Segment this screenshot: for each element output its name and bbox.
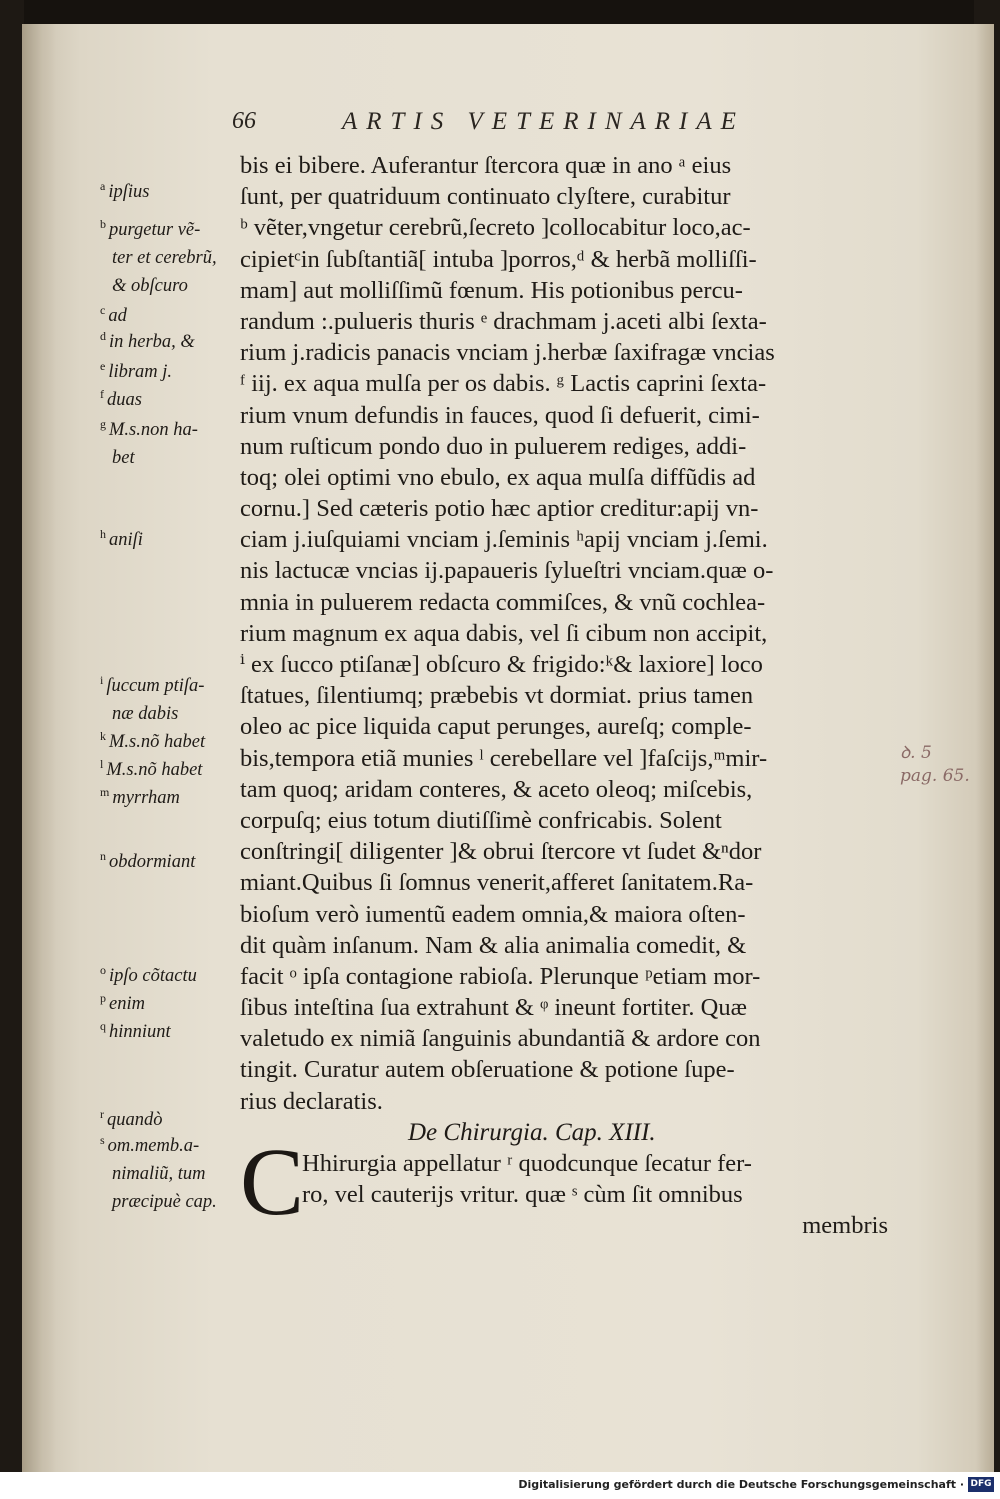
note-text: & obſcuro — [112, 276, 188, 297]
text-line: bioſum verò iumentũ eadem omnia,& maiora oſten- — [240, 900, 746, 928]
funding-credit: Digitalisierung gefördert durch die Deutsche Forschungsgemeinschaft · — [518, 1478, 964, 1491]
catchword: membris — [802, 1212, 888, 1240]
note-text: in herba, & — [109, 332, 195, 353]
chapter-text-line: Hhirurgia appellatur ʳ quodcunque ſecatur fer- — [302, 1150, 752, 1177]
page-header — [232, 108, 812, 144]
text-line: rium vnum defundis in fauces, quod ſi defuerit, cimi- — [240, 401, 760, 429]
text-line: miant.Quibus ſi ſomnus venerit,afferet ſanitatem.Ra- — [240, 869, 754, 897]
text-line: mam] aut molliſſimũ fœnum. His potionibus percu- — [240, 276, 743, 304]
note-mark: e — [100, 359, 106, 373]
top-dark-border — [24, 0, 974, 24]
note-text: myrrham — [112, 788, 180, 809]
marginal-note — [100, 666, 204, 728]
text-line: conſtringi[ diligenter ]& obrui ſtercore vt ſudet &ⁿdor — [240, 838, 762, 866]
text-line: nis lactucæ vncias ij.papaueris ſylueſtri vnciam.quæ o- — [240, 557, 774, 585]
marginal-note — [100, 1012, 171, 1046]
text-line: bis ei bibere. Auferantur ſtercora quæ in ano ᵃ eius — [240, 152, 732, 179]
text-line: toq; olei optimi vno ebulo, ex aqua mulſa diffũdis ad — [240, 463, 756, 491]
dfg-logo-icon: DFG — [968, 1477, 994, 1492]
main-text-block — [240, 150, 900, 1242]
note-text: ad — [108, 306, 127, 327]
note-mark: l — [100, 757, 104, 771]
note-mark: h — [100, 527, 106, 541]
text-line: randum :.pulueris thuris ᵉ drachmam j.aceti albi ſexta- — [240, 307, 767, 335]
note-mark: s — [100, 1133, 105, 1147]
marginal-note — [100, 842, 195, 876]
note-mark: i — [100, 673, 104, 687]
note-text: quandò — [107, 1110, 163, 1131]
note-text: om.memb.a- — [107, 1136, 200, 1157]
chapter-heading: De Chirurgia. Cap. XIII. — [408, 1118, 656, 1146]
note-text: aniſi — [109, 530, 143, 551]
note-text: obdormiant — [109, 852, 196, 873]
note-text: nimaliũ, tum — [112, 1164, 206, 1185]
note-mark: b — [100, 217, 106, 231]
text-line: num ruſticum pondo duo in puluerem rediges, addi- — [240, 432, 747, 460]
note-text: purgetur vẽ- — [109, 220, 201, 241]
page-gutter-shadow — [22, 24, 56, 1472]
text-line: cipietᶜin ſubſtantiã[ intuba ]porros,ᵈ & herbã molliſſi- — [240, 245, 757, 273]
handwritten-annotation-1: ꝺ. 5 — [900, 743, 932, 763]
note-text: ipſius — [108, 182, 150, 203]
text-line: dit quàm inſanum. Nam & alia animalia comedit, & — [240, 931, 747, 959]
note-text: ſuccum ptiſa- — [106, 676, 205, 697]
note-mark: q — [100, 1019, 106, 1033]
note-mark: c — [100, 303, 106, 317]
note-text: bet — [112, 448, 135, 469]
note-mark: r — [100, 1107, 104, 1121]
page-right-edge — [976, 24, 994, 1472]
text-line: ſibus inteſtina ſua extrahunt & ᵠ ineunt fortiter. Quæ — [240, 994, 747, 1022]
marginal-note — [100, 1126, 217, 1216]
note-mark: d — [100, 329, 106, 343]
text-line: oleo ac pice liquida caput perunges, aureſq; comple- — [240, 713, 752, 741]
note-mark: f — [100, 387, 104, 401]
note-text: præcipuè cap. — [112, 1192, 217, 1213]
note-text: hinniunt — [109, 1022, 171, 1043]
text-line: tam quoq; aridam conteres, & aceto oleoq; miſcebis, — [240, 775, 753, 803]
note-mark: n — [100, 849, 106, 863]
note-mark: g — [100, 417, 106, 431]
footer-bar — [0, 1472, 1000, 1499]
note-text: duas — [107, 390, 142, 411]
note-text: ter et cerebrũ, — [112, 248, 217, 269]
note-mark: m — [100, 785, 110, 799]
text-line: tingit. Curatur autem obſeruatione & potione ſupe- — [240, 1056, 735, 1084]
text-line: ⁱ ex ſucco ptiſanæ] obſcuro & frigido:ᵏ& laxiore] loco — [240, 651, 763, 678]
text-line: ᵇ vẽter,vngetur cerebrũ,ſecreto ]collocabitur loco,ac- — [240, 214, 751, 242]
handwritten-annotation-2: pag. 65. — [900, 766, 970, 786]
note-text: ipſo cõtactu — [109, 966, 197, 987]
text-line: ciam j.iuſquiami vnciam j.ſeminis ʰapij vnciam j.ſemi. — [240, 526, 768, 554]
note-text: M.s.nõ habet — [106, 760, 203, 781]
note-text: M.s.nõ habet — [109, 732, 206, 753]
marginal-note — [100, 410, 198, 472]
drop-capital: C — [240, 1128, 305, 1235]
text-line: ſunt, per quatriduum continuato clyſtere, curabitur — [240, 183, 731, 211]
marginal-note — [100, 210, 217, 300]
text-line: mnia in puluerem redacta commiſces, & vnũ cochlea- — [240, 588, 766, 616]
text-line: facit ᵒ ipſa contagione rabioſa. Plerunque ᵖetiam mor- — [240, 962, 761, 990]
text-line: ſtatues, ſilentiumq; præbebis vt dormiat. prius tamen — [240, 682, 754, 710]
text-line: valetudo ex nimiã ſanguinis abundantiã & ardore con — [240, 1025, 761, 1053]
note-mark: a — [100, 179, 106, 193]
note-text: enim — [109, 994, 145, 1015]
note-mark: o — [100, 963, 106, 977]
running-head: ARTIS VETERINARIAE — [342, 108, 745, 135]
note-text: libram j. — [108, 362, 173, 383]
text-line: ᶠ iij. ex aqua mulſa per os dabis. ᵍ Lactis caprini ſexta- — [240, 370, 767, 398]
page-number: 66 — [232, 108, 256, 134]
text-line: rius declaratis. — [240, 1087, 383, 1115]
chapter-text-line: ro, vel cauterijs vritur. quæ ˢ cùm ſit omnibus — [302, 1181, 743, 1209]
text-line: bis,tempora etiã munies ˡ cerebellare vel ]faſcijs,ᵐmir- — [240, 744, 768, 772]
note-mark: k — [100, 729, 106, 743]
text-line: rium magnum ex aqua dabis, vel ſi cibum non accipit, — [240, 619, 768, 647]
note-text: M.s.non ha- — [109, 420, 198, 441]
text-line: cornu.] Sed cæteris potio hæc aptior creditur:apij vn- — [240, 495, 759, 523]
marginal-note — [100, 778, 180, 812]
note-text: næ dabis — [112, 704, 179, 725]
note-mark: p — [100, 991, 106, 1005]
text-line: rium j.radicis panacis vnciam j.herbæ ſaxifragæ vncias — [240, 339, 775, 367]
text-line: corpuſq; eius totum diutiſſimè confricabis. Solent — [240, 806, 722, 834]
marginal-note — [100, 520, 143, 554]
marginal-note — [100, 172, 149, 206]
